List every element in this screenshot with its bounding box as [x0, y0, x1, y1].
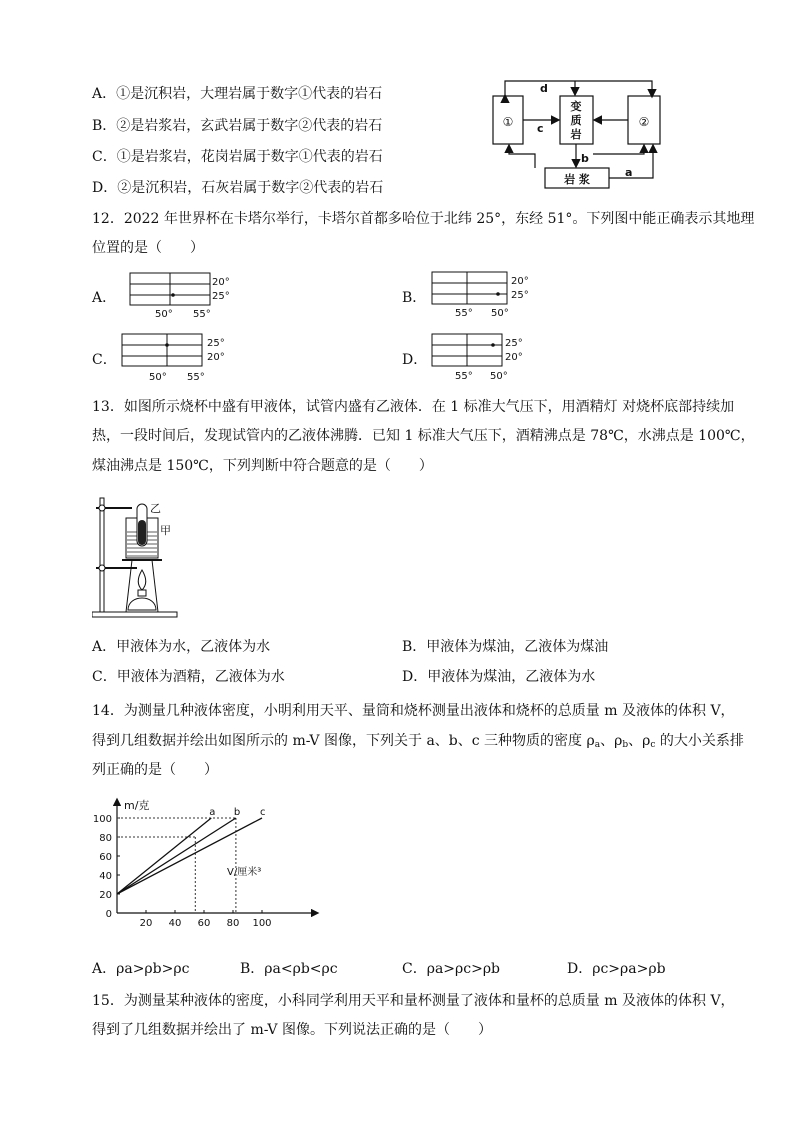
q12-stem-line2: 位置的是（ ）	[92, 240, 204, 256]
y-tick-label: 60	[99, 852, 112, 863]
q13-option-b: B．甲液体为煤油，乙液体为煤油	[402, 639, 609, 655]
series-line-b	[117, 818, 236, 894]
doha-point	[491, 343, 495, 347]
svg-text:50°: 50°	[155, 309, 173, 320]
svg-text:20°: 20°	[505, 352, 523, 363]
svg-text:50°: 50°	[149, 372, 167, 383]
box-2-label: ②	[638, 115, 650, 129]
q14-stem-line3: 列正确的是（ ）	[92, 762, 218, 778]
svg-text:50°: 50°	[491, 308, 509, 319]
svg-text:c: c	[537, 122, 544, 135]
q13-stem-line3: 煤油沸点是 150℃，下列判断中符合题意的是（ ）	[92, 458, 433, 474]
y-tick-label: 40	[99, 871, 112, 882]
q13-option-d: D．甲液体为煤油，乙液体为水	[402, 669, 596, 685]
x-axis-label: V/厘米³	[227, 867, 262, 878]
q12-option-c-letter: C．	[92, 352, 117, 368]
q11-option-a: A．①是沉积岩，大理岩属于数字①代表的岩石	[92, 86, 383, 102]
y-tick-label: 20	[99, 890, 112, 901]
q12-option-d-letter: D．	[402, 352, 428, 368]
q13-stem-line1: 13．如图所示烧杯中盛有甲液体，试管内盛有乙液体．在 1 标准大气压下，用酒精灯 对烧杯底部持续加	[92, 399, 735, 415]
mv-chart	[92, 795, 322, 930]
q14-option-a: A．ρa>ρb>ρc	[92, 961, 190, 977]
q13-option-a: A．甲液体为水，乙液体为水	[92, 639, 271, 655]
q12-option-b-grid	[427, 269, 547, 324]
svg-text:20°: 20°	[212, 277, 230, 288]
x-tick-label: 60	[197, 918, 211, 929]
label-jia: 甲	[160, 524, 171, 537]
x-tick-label: 40	[168, 918, 182, 929]
x-tick-label: 20	[139, 918, 153, 929]
label-yi: 乙	[150, 502, 161, 515]
svg-text:d: d	[540, 82, 548, 95]
q11-option-d: D．②是沉积岩，石灰岩属于数字②代表的岩石	[92, 180, 384, 196]
doha-point	[171, 293, 175, 297]
q12-option-a-letter: A．	[92, 290, 117, 306]
svg-text:20°: 20°	[511, 276, 529, 287]
svg-text:25°: 25°	[505, 338, 523, 349]
svg-text:55°: 55°	[455, 371, 473, 382]
q13-option-c: C．甲液体为酒精，乙液体为水	[92, 669, 285, 685]
svg-text:质: 质	[570, 114, 582, 127]
svg-text:55°: 55°	[187, 372, 205, 383]
rock-cycle-diagram	[485, 74, 670, 194]
q15-stem-line1: 15．为测量某种液体的密度，小科同学利用天平和量杯测量了液体和量杯的总质量 m 及液体的体积 V，	[92, 993, 735, 1009]
q12-option-c-grid	[117, 331, 247, 386]
doha-point	[496, 292, 500, 296]
svg-text:25°: 25°	[212, 291, 230, 302]
y-tick-label: 100	[92, 814, 112, 825]
series-label-a: a	[209, 807, 216, 818]
q12-option-a-grid	[125, 270, 245, 325]
q15-stem-line2: 得到了几组数据并绘出了 m-V 图像。下列说法正确的是（ ）	[92, 1022, 492, 1038]
svg-text:25°: 25°	[511, 290, 529, 301]
q14-option-c: C．ρa>ρc>ρb	[402, 961, 501, 977]
x-tick-label: 100	[252, 918, 272, 929]
series-line-a	[117, 818, 211, 894]
series-line-c	[117, 818, 262, 894]
y-axis-label: m/克	[124, 799, 150, 812]
series-label-b: b	[233, 807, 241, 818]
svg-text:20°: 20°	[207, 352, 225, 363]
q12-option-b-letter: B．	[402, 290, 427, 306]
svg-text:55°: 55°	[193, 309, 211, 320]
series-label-c: c	[260, 807, 266, 818]
svg-text:55°: 55°	[455, 308, 473, 319]
box-1-label: ①	[502, 115, 514, 129]
svg-text:a: a	[625, 166, 633, 179]
heating-apparatus-figure	[92, 490, 182, 625]
magma-label: 岩 浆	[564, 173, 590, 186]
svg-text:岩: 岩	[570, 128, 582, 141]
svg-text:50°: 50°	[490, 371, 508, 382]
svg-text:变: 变	[570, 100, 582, 113]
doha-point	[165, 343, 169, 347]
svg-text:b: b	[581, 152, 589, 165]
q13-stem-line2: 热，一段时间后，发现试管内的乙液体沸腾．已知 1 标准大气压下，酒精沸点是 78℃，水沸点是 100℃，	[92, 428, 755, 444]
q14-option-b: B．ρa<ρb<ρc	[240, 961, 338, 977]
y-tick-label: 80	[99, 833, 112, 844]
q11-option-c: C．①是岩浆岩，花岗岩属于数字①代表的岩石	[92, 149, 383, 165]
q14-stem-line2: 得到几组数据并绘出如图所示的 m-V 图像，下列关于 a、b、c 三种物质的密度 $\rho_a$、$\rho_b$、$\rho_c$ 的大小关系排	[92, 733, 744, 750]
q11-option-b: B．②是岩浆岩，玄武岩属于数字②代表的岩石	[92, 118, 383, 134]
y-tick-label: 0	[105, 909, 112, 920]
q12-stem-line1: 12．2022 年世界杯在卡塔尔举行，卡塔尔首都多哈位于北纬 25°，东经 51°。下列图中能正确表示其地理	[92, 211, 755, 227]
q14-stem-line1: 14．为测量几种液体密度，小明利用天平、量筒和烧杯测量出液体和烧杯的总质量 m 及液体的体积 V，	[92, 703, 735, 719]
q12-option-d-grid	[427, 331, 547, 386]
q14-option-d: D．ρc>ρa>ρb	[567, 961, 666, 977]
x-tick-label: 80	[226, 918, 240, 929]
svg-text:25°: 25°	[207, 338, 225, 349]
